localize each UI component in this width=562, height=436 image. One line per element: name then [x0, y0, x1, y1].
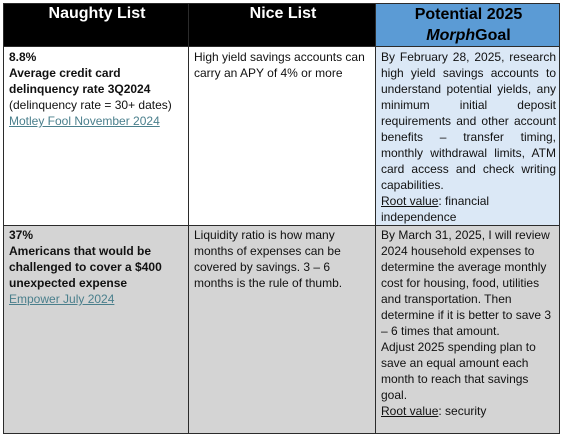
source-link[interactable]: Empower July 2024	[9, 292, 115, 306]
goal-cell	[376, 226, 560, 434]
goal-text: By March 31, 2025, I will review 2024 household expenses to determine the average monthly cost for housing, food, utilities and transportation. Then determine if it is better to save 3 – 6 times that amount.	[381, 228, 552, 338]
stat-value: 37%	[9, 228, 34, 242]
naughty-cell	[4, 47, 189, 226]
stat-note: (delinquency rate = 30+ dates)	[9, 98, 172, 112]
root-value-label: Root value	[381, 404, 439, 418]
stat-value: 8.8%	[9, 50, 37, 64]
naughty-cell	[4, 226, 189, 434]
source-link[interactable]: Motley Fool November 2024	[9, 114, 160, 128]
goal-header-italic: Morph	[426, 27, 476, 44]
stat-title: Americans that would be challenged to cover a $400 unexpected expense	[9, 244, 162, 290]
stat-title: Average credit card delinquency rate 3Q2024	[9, 66, 151, 96]
nice-cell: High yield savings accounts can carry an APY of 4% or more	[189, 47, 376, 226]
nice-cell: Liquidity ratio is how many months of expenses can be covered by savings. 3 – 6 months is the rule of thumb.	[189, 226, 376, 434]
root-value-text: : financial independence	[381, 194, 490, 224]
table-row	[4, 47, 560, 226]
goal-text: By February 28, 2025, research high yield savings accounts to understand potential yields, any minimum initial deposit requirements and other account benefits – transfer timing, monthly withdrawal limits, ATM card access and check writing capabilities.	[381, 50, 556, 192]
nice-list-header: Nice List	[189, 4, 376, 47]
table-row	[4, 226, 560, 434]
goal-header-line1: Potential 2025	[414, 6, 523, 23]
goal-header-word: Goal	[475, 27, 511, 44]
goal-cell	[376, 47, 560, 226]
header-row	[4, 4, 560, 47]
naughty-list-header: Naughty List	[4, 4, 189, 47]
goals-table	[3, 3, 560, 434]
root-value-label: Root value	[381, 194, 439, 208]
goal-text-2: Adjust 2025 spending plan to save an equal amount each month to reach that savings goal.	[381, 340, 536, 402]
root-value-text: : security	[438, 404, 487, 418]
goal-header-line2	[426, 27, 510, 44]
potential-goal-header	[376, 4, 560, 47]
